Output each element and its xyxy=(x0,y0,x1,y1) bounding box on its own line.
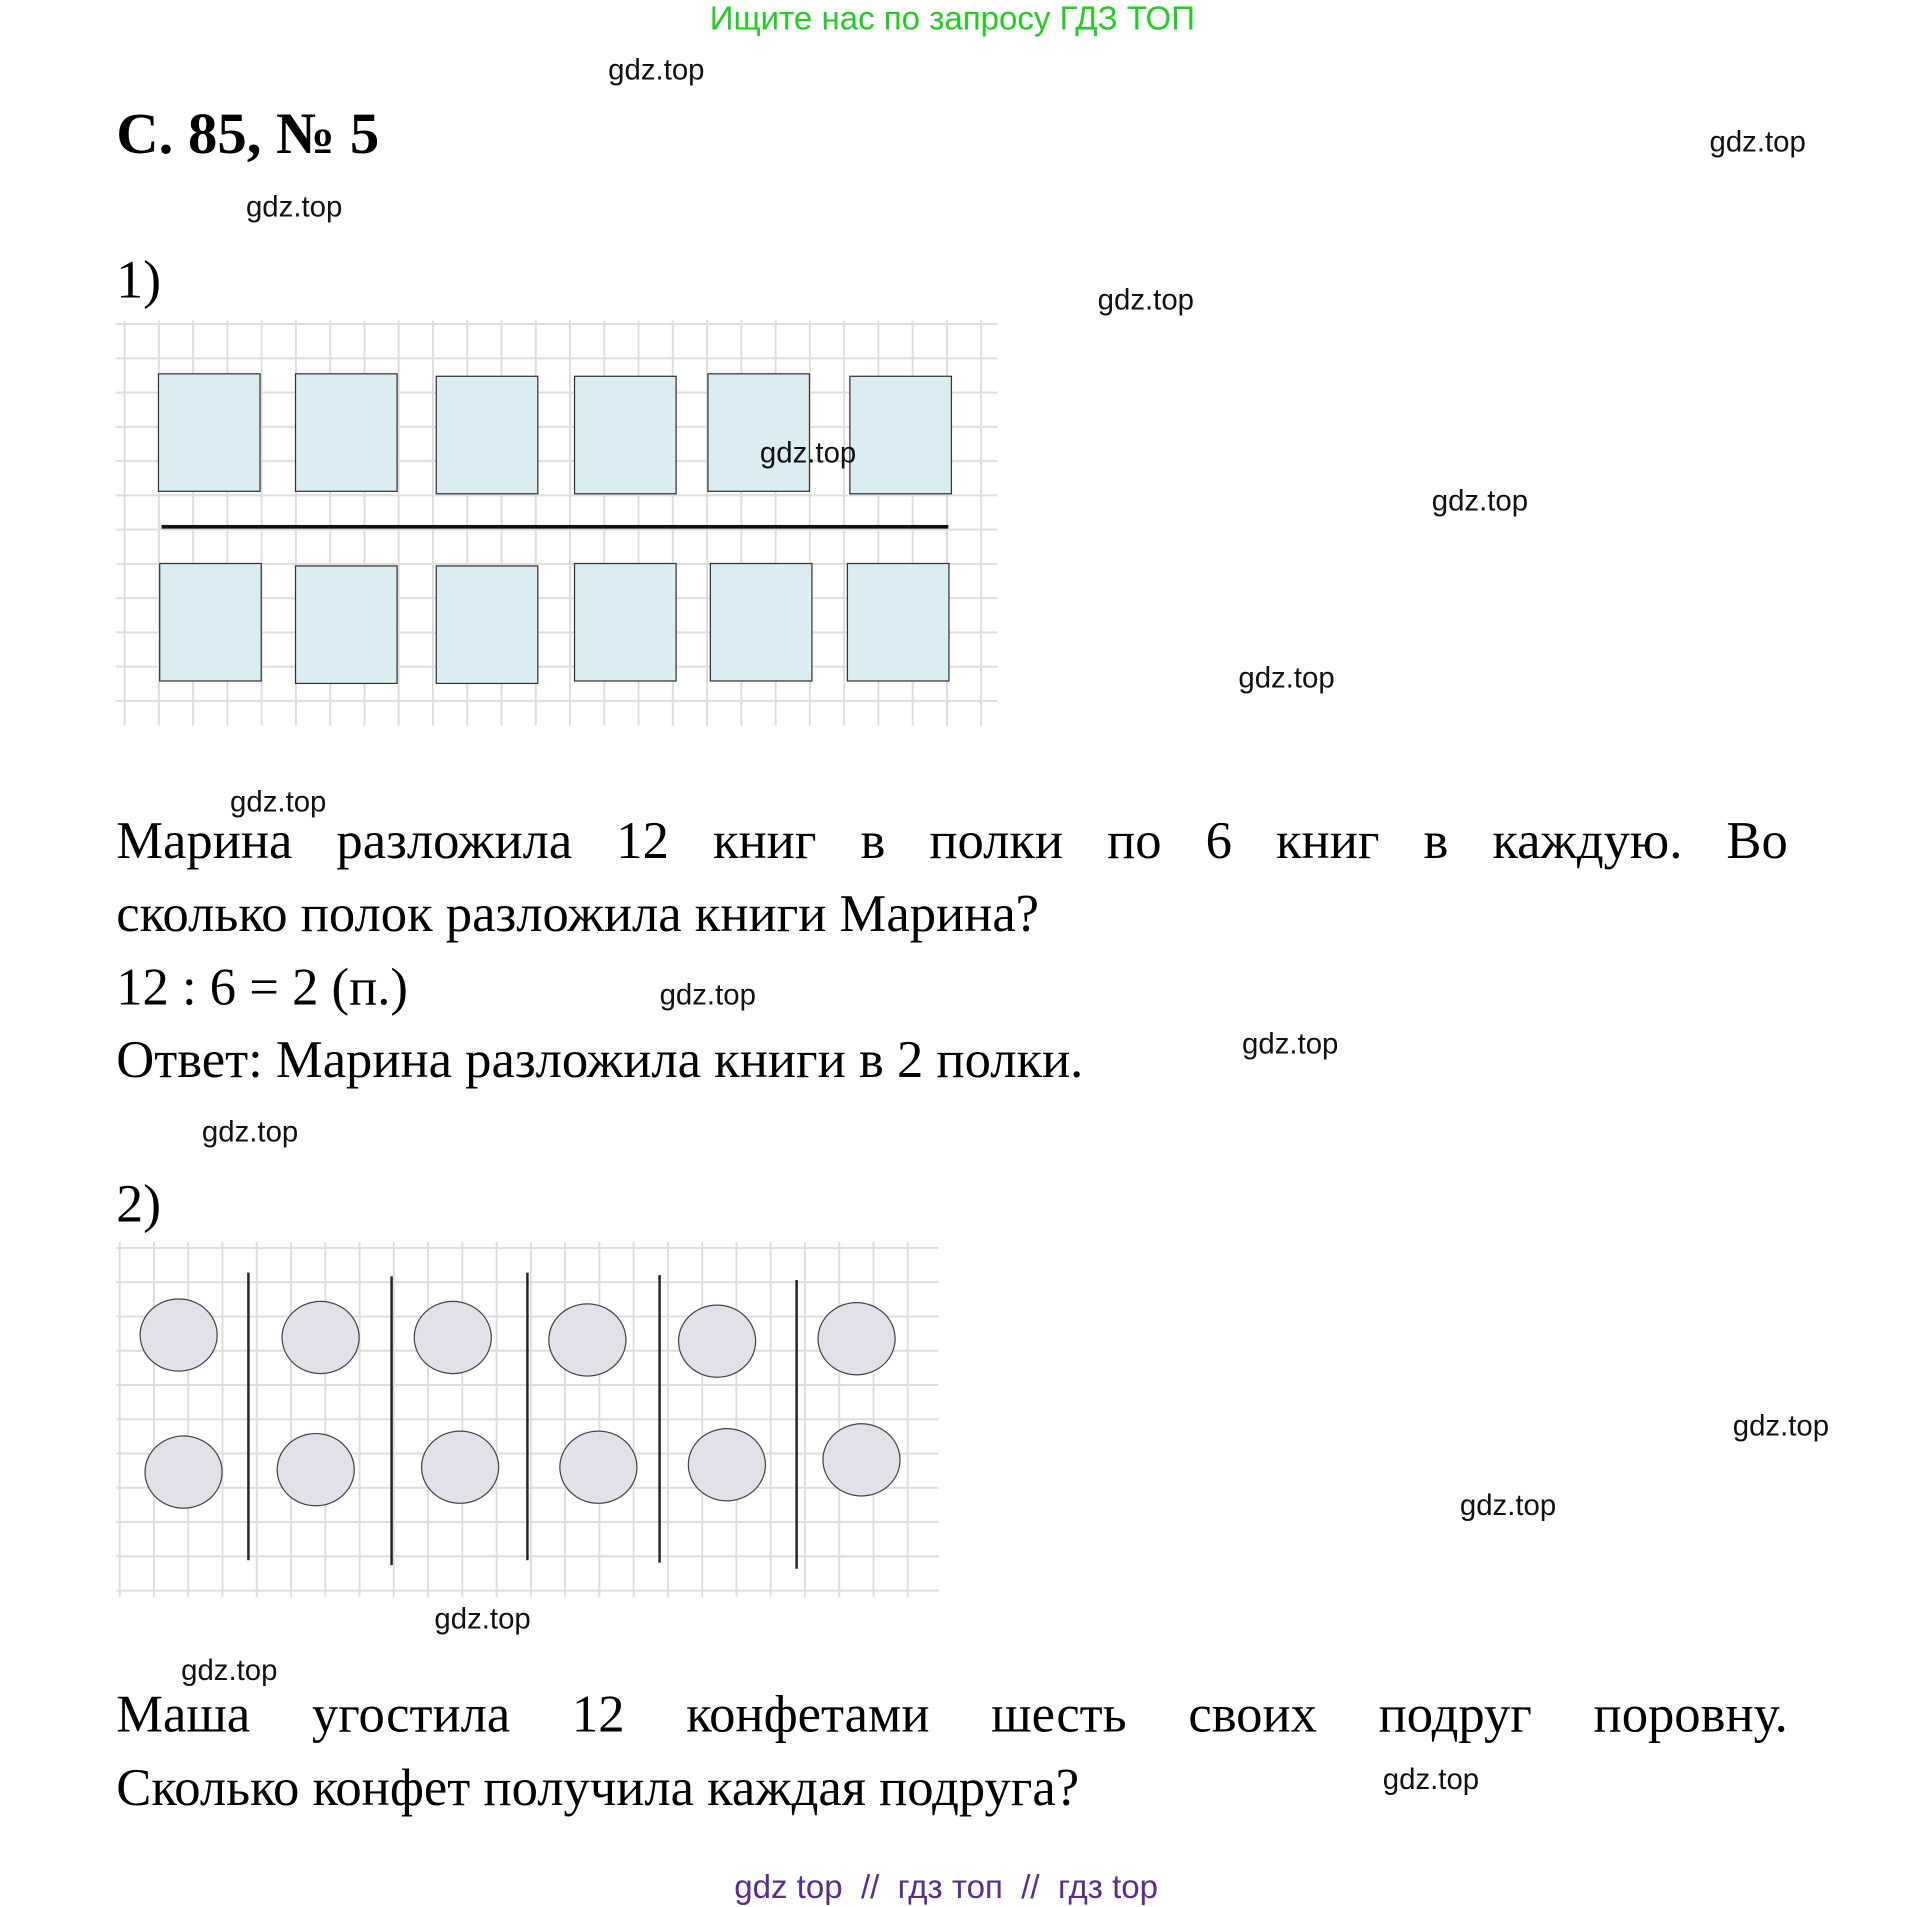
problem-line: Марина разложила 12 книг в полки по 6 книг в каждую. Во xyxy=(116,812,1788,871)
divider-line xyxy=(795,1280,797,1569)
watermark: gdz.top xyxy=(434,1603,531,1637)
watermark: gdz.top xyxy=(1242,1027,1339,1061)
book-square xyxy=(436,376,539,495)
book-square xyxy=(295,373,398,492)
candy-circle xyxy=(688,1428,766,1501)
book-square xyxy=(574,563,677,682)
book-square xyxy=(574,376,677,495)
book-square xyxy=(159,563,262,682)
candy-circle xyxy=(548,1303,626,1376)
part1-label: 1) xyxy=(116,249,162,310)
candy-circle xyxy=(414,1301,492,1374)
watermark: gdz.top xyxy=(181,1654,278,1688)
watermark: gdz.top xyxy=(245,190,343,224)
part2-label: 2) xyxy=(116,1173,162,1234)
divider-line xyxy=(390,1276,392,1565)
problem-line: Маша угостила 12 конфетами шесть своих подруг поровну. xyxy=(116,1686,1788,1744)
part2-problem xyxy=(116,1679,1788,1826)
search-banner: Ищите нас по запросу ГДЗ ТОП xyxy=(709,0,1195,37)
candy-circle xyxy=(144,1435,222,1508)
candy-circle xyxy=(277,1433,355,1506)
page-title: С. 85, № 5 xyxy=(116,101,380,167)
book-square xyxy=(707,373,810,492)
watermark: gdz.top xyxy=(1732,1409,1830,1443)
problem-line: Сколько конфет получила каждая подруга? xyxy=(116,1759,1080,1818)
candy-circle xyxy=(421,1431,499,1504)
watermark: gdz.top xyxy=(759,436,857,470)
book-grid xyxy=(116,321,997,726)
book-square xyxy=(710,563,813,682)
footer-links: gdz top // гдз топ // гдз top xyxy=(734,1868,1159,1906)
watermark: gdz.top xyxy=(608,53,705,87)
candy-circle xyxy=(678,1304,756,1377)
candy-circle xyxy=(281,1301,359,1374)
part1-answer: Ответ: Марина разложила книги в 2 полки. xyxy=(116,1031,1084,1090)
watermark: gdz.top xyxy=(1459,1489,1557,1523)
part1-solution: 12 : 6 = 2 (п.) xyxy=(116,959,408,1017)
book-square xyxy=(436,565,539,684)
part1-problem xyxy=(116,805,1788,952)
watermark: gdz.top xyxy=(659,978,756,1012)
candy-circle xyxy=(559,1431,637,1504)
watermark: gdz.top xyxy=(230,785,327,819)
divider-line xyxy=(247,1273,249,1561)
book-square xyxy=(295,565,398,684)
divider-line xyxy=(658,1275,660,1563)
candy-circle xyxy=(822,1423,900,1496)
divider-line xyxy=(526,1273,528,1561)
book-square xyxy=(847,563,950,682)
shelf-line xyxy=(162,525,949,529)
watermark: gdz.top xyxy=(1382,1763,1480,1797)
book-square xyxy=(158,373,261,492)
candy-circle xyxy=(140,1298,218,1371)
candy-grid xyxy=(116,1242,938,1597)
watermark: gdz.top xyxy=(1097,283,1195,317)
problem-line: сколько полок разложила книги Марина? xyxy=(116,885,1040,944)
watermark: gdz.top xyxy=(201,1116,299,1150)
watermark: gdz.top xyxy=(1238,662,1335,696)
watermark: gdz.top xyxy=(1431,484,1529,518)
candy-circle xyxy=(817,1302,895,1375)
watermark: gdz.top xyxy=(1709,126,1806,160)
book-square xyxy=(849,376,952,495)
